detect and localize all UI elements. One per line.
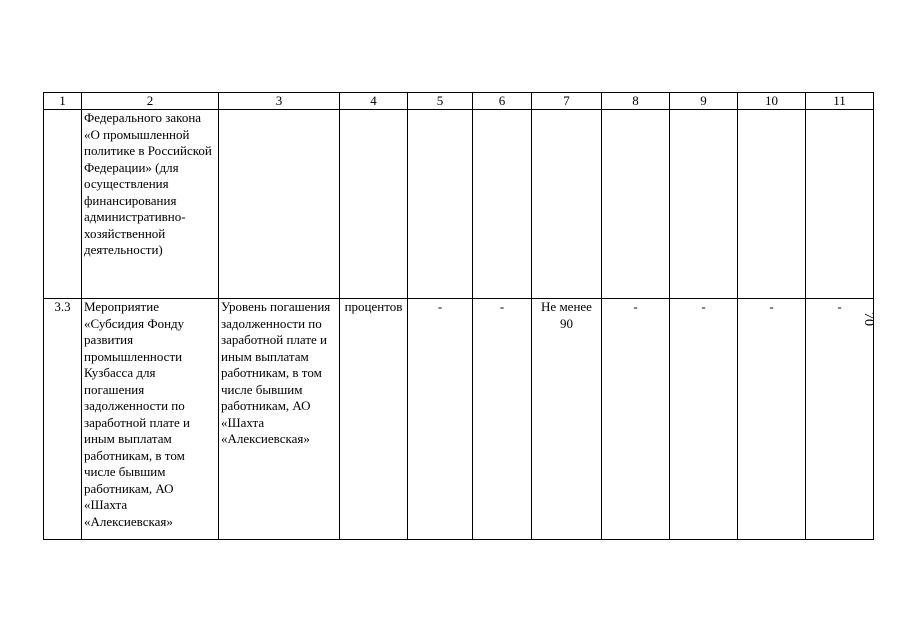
header-row — [44, 93, 874, 110]
cell-value-8 — [602, 110, 670, 299]
cell-indicator — [219, 110, 340, 299]
indicators-table — [43, 92, 874, 540]
cell-value-10 — [738, 110, 806, 299]
table-body — [44, 110, 874, 540]
cell-value-9 — [670, 110, 738, 299]
cell-value-7 — [532, 110, 602, 299]
header-col-3: 3 — [219, 93, 340, 110]
header-col-7: 7 — [532, 93, 602, 110]
cell-unit — [340, 110, 408, 299]
cell-event-name: Мероприятие «Субсидия Фонду развития промышленности Кузбасса для погашения задолженности по заработной плате и иным выплатам работникам, в том числе бывшим работникам, АО «Шахта «Алексиевская» — [82, 299, 219, 540]
cell-value-11 — [806, 110, 874, 299]
cell-value-6: - — [473, 299, 532, 540]
cell-event-name: Федерального закона «О промышленной политике в Российской Федерации» (для осуществления финансирования административно-хозяйственной деятельности) — [82, 110, 219, 299]
header-col-5: 5 — [408, 93, 473, 110]
cell-value-8: - — [602, 299, 670, 540]
table-row — [44, 299, 874, 540]
cell-number: 3.3 — [44, 299, 82, 540]
table-header — [44, 93, 874, 110]
header-col-4: 4 — [340, 93, 408, 110]
page-number: 70 — [861, 312, 876, 326]
cell-value-5: - — [408, 299, 473, 540]
cell-value-11: - — [806, 299, 874, 540]
header-col-11: 11 — [806, 93, 874, 110]
cell-number — [44, 110, 82, 299]
cell-value-10: - — [738, 299, 806, 540]
header-col-6: 6 — [473, 93, 532, 110]
header-col-2: 2 — [82, 93, 219, 110]
header-col-1: 1 — [44, 93, 82, 110]
table-row — [44, 110, 874, 299]
cell-value-9: - — [670, 299, 738, 540]
cell-value-6 — [473, 110, 532, 299]
header-col-9: 9 — [670, 93, 738, 110]
header-col-8: 8 — [602, 93, 670, 110]
cell-indicator: Уровень погашения задолженности по заработной плате и иным выплатам работникам, в том числе бывшим работникам, АО «Шахта «Алексиевская» — [219, 299, 340, 540]
cell-value-5 — [408, 110, 473, 299]
cell-value-7: Не менее 90 — [532, 299, 602, 540]
header-col-10: 10 — [738, 93, 806, 110]
cell-unit: процентов — [340, 299, 408, 540]
